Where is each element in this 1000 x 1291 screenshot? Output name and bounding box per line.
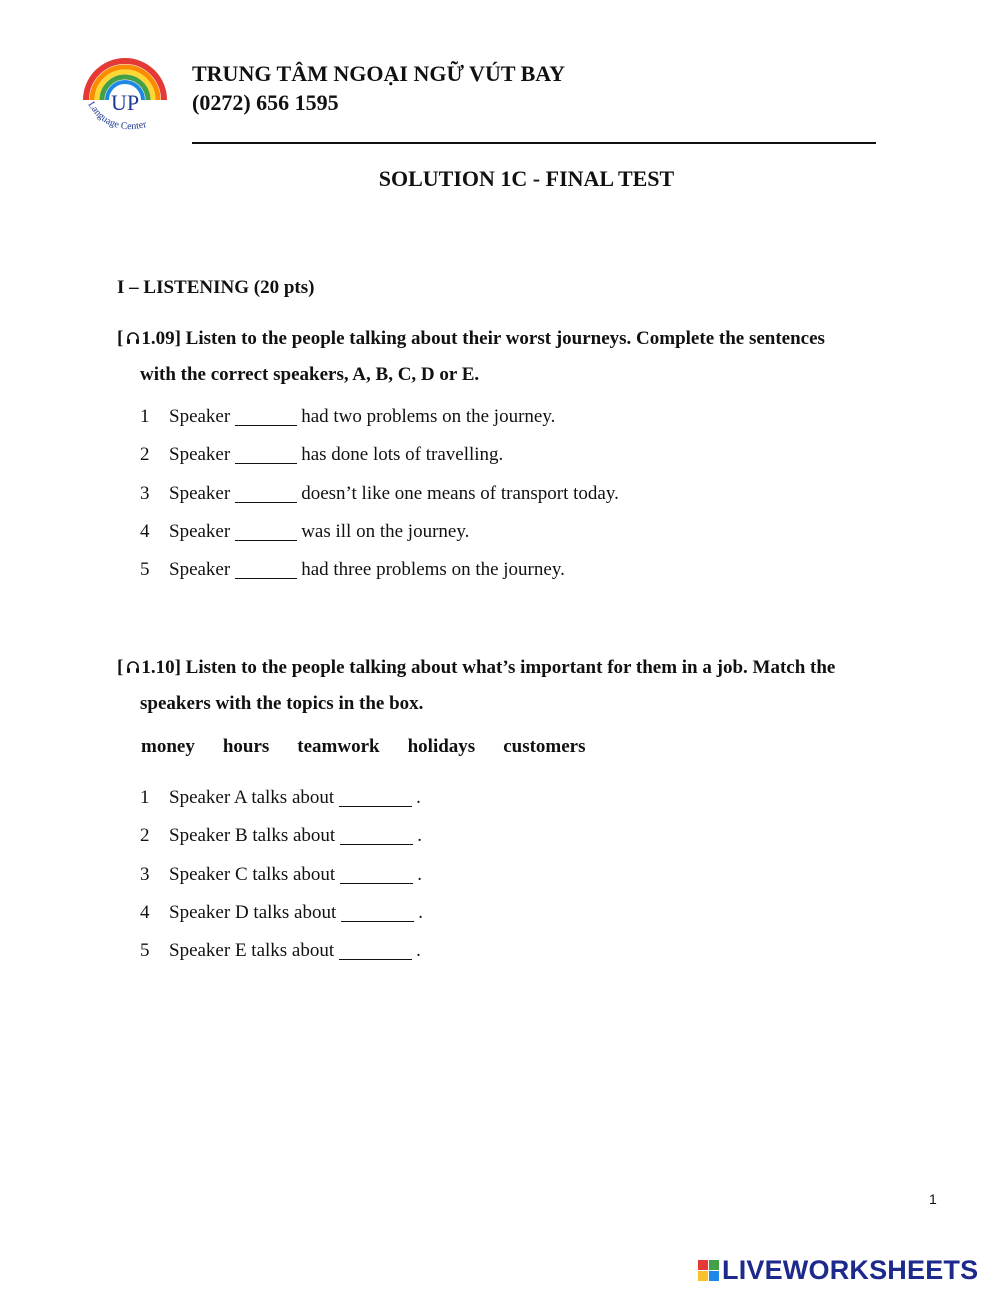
list-item: 4 Speaker D talks about . [140, 902, 424, 924]
rainbow-logo-icon [78, 42, 173, 137]
headphones-icon [125, 331, 141, 345]
word-option: money [141, 736, 195, 757]
center-name: TRUNG TÂM NGOẠI NGỮ VÚT BAY [192, 61, 566, 86]
liveworksheets-logo-icon [698, 1260, 719, 1281]
page-title: SOLUTION 1C - FINAL TEST [378, 166, 675, 191]
word-option: holidays [407, 736, 476, 757]
track-number: 1.09] [141, 328, 181, 349]
logo-subtext: Language Center [85, 99, 148, 133]
list-item: 1 Speaker A talks about . [140, 787, 421, 809]
answer-blank[interactable] [235, 446, 297, 464]
track-number: 1.10] [141, 657, 181, 678]
word-option: hours [222, 736, 270, 757]
list-item: 5 Speaker had three problems on the journey. [140, 559, 565, 581]
word-box [141, 736, 586, 758]
list-item: 1 Speaker had two problems on the journey. [140, 406, 556, 428]
logo [78, 42, 173, 137]
answer-blank[interactable] [341, 904, 414, 922]
answer-blank[interactable] [235, 485, 297, 503]
brand-name: LIVEWORKSHEETS [722, 1255, 979, 1285]
answer-blank[interactable] [339, 789, 412, 807]
answer-blank[interactable] [339, 942, 412, 960]
list-item: 2 Speaker has done lots of travelling. [140, 444, 504, 466]
word-option: teamwork [297, 736, 380, 757]
list-item: 3 Speaker doesn’t like one means of transport today. [140, 482, 619, 504]
list-item: 3 Speaker C talks about . [140, 863, 422, 885]
answer-blank[interactable] [235, 561, 297, 579]
list-item: 4 Speaker was ill on the journey. [140, 521, 470, 543]
liveworksheets-brand[interactable] [698, 1255, 978, 1286]
exercise2-list [140, 779, 423, 970]
answer-blank[interactable] [340, 827, 413, 845]
exercise1-instruction: [ 1.09] Listen to the people talking about their worst journeys. Complete the sentences with the correct speakers, A, B, C, D or E. [117, 328, 825, 385]
header-divider [192, 142, 876, 144]
page-number: 1 [929, 1191, 937, 1207]
logo-text: UP [110, 90, 140, 115]
answer-blank[interactable] [235, 523, 297, 541]
list-item: 5 Speaker E talks about . [140, 940, 421, 962]
section-heading: I – LISTENING (20 pts) [117, 277, 315, 298]
answer-blank[interactable] [340, 866, 413, 884]
exercise2-instruction: [ 1.10] Listen to the people talking about what’s important for them in a job. Match the speakers with the topics in the box. [117, 657, 836, 714]
center-phone: (0272) 656 1595 [192, 90, 339, 115]
word-option: customers [503, 736, 586, 757]
list-item: 2 Speaker B talks about . [140, 825, 422, 847]
answer-blank[interactable] [235, 408, 297, 426]
headphones-icon [125, 660, 141, 674]
exercise1-list [140, 398, 619, 589]
